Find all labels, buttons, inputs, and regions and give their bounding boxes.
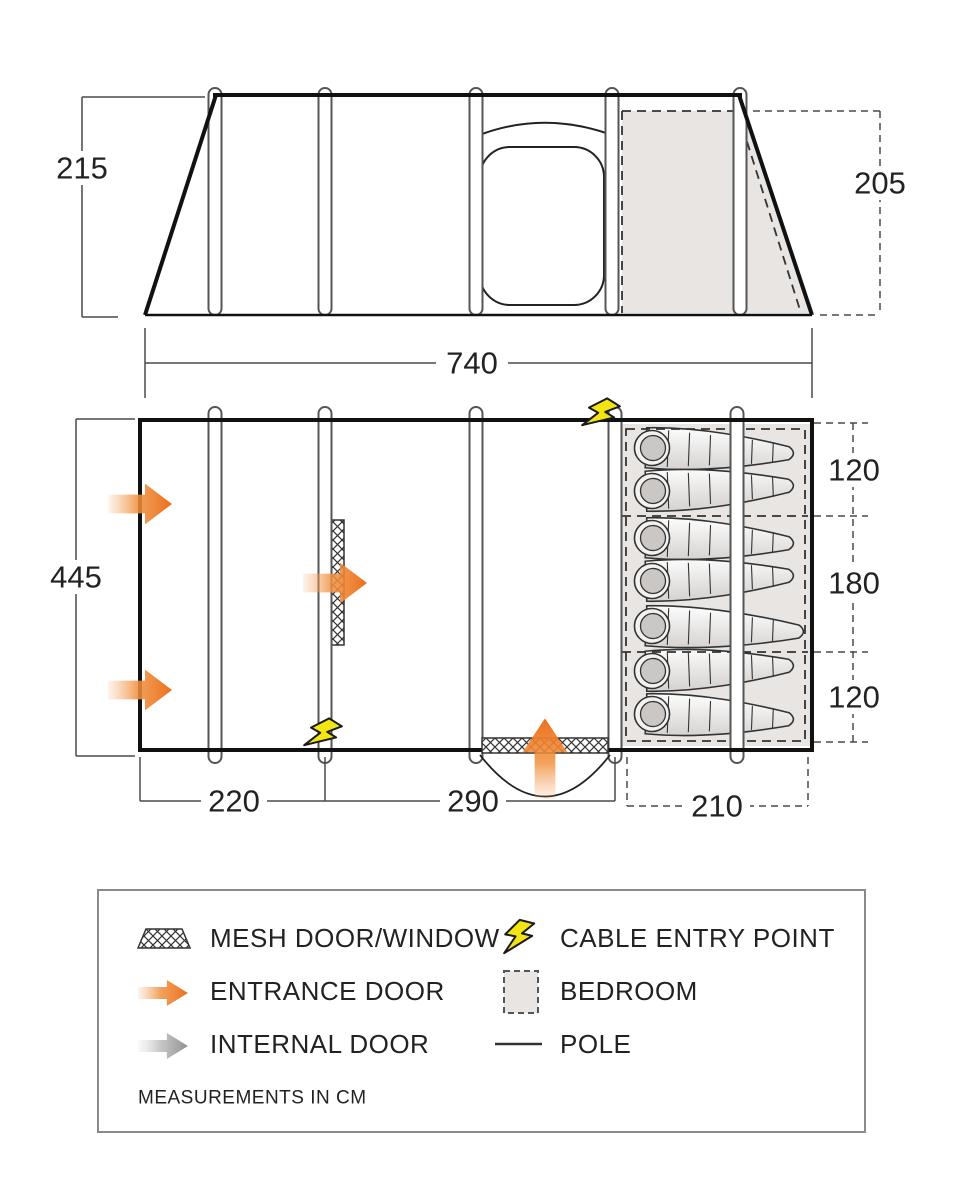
- dim-label-740: 740: [446, 345, 498, 381]
- pole: [731, 407, 744, 763]
- sleeping-bag-head: [640, 613, 666, 639]
- dim-label-220: 220: [208, 783, 260, 819]
- mesh-swatch: [138, 929, 190, 948]
- dim-label-205: 205: [854, 165, 906, 201]
- pole: [470, 407, 483, 763]
- sleeping-bag-head: [640, 568, 666, 594]
- bedroom-swatch: [504, 971, 538, 1013]
- dimension-total-width: [145, 328, 812, 398]
- pole: [319, 88, 332, 315]
- dim-label-290: 290: [447, 783, 499, 819]
- pole: [609, 407, 622, 763]
- side-elevation-view: [50, 88, 914, 398]
- legend-label-internal: INTERNAL DOOR: [210, 1029, 430, 1059]
- dim-label-210: 210: [691, 788, 743, 824]
- legend: [98, 890, 865, 1132]
- pole: [209, 407, 222, 763]
- dim-label-120-top: 120: [828, 452, 880, 488]
- sleeping-bag-head: [640, 658, 666, 684]
- measurements-note: MEASUREMENTS IN CM: [138, 1087, 367, 1109]
- dim-label-180: 180: [828, 565, 880, 601]
- elevation-window-canopy: [482, 123, 606, 134]
- dim-label-120-bottom: 120: [828, 679, 880, 715]
- dim-label-215: 215: [56, 150, 108, 186]
- legend-label-mesh: MESH DOOR/WINDOW: [210, 923, 500, 953]
- sleeping-bag-head: [640, 525, 666, 551]
- sleeping-bag-head: [640, 435, 666, 461]
- floor-plan-view: [44, 393, 887, 824]
- elevation-left-slant: [145, 95, 216, 315]
- legend-label-bedroom: BEDROOM: [560, 976, 698, 1006]
- pole: [209, 88, 222, 315]
- pole: [470, 88, 483, 315]
- legend-label-entrance: ENTRANCE DOOR: [210, 976, 445, 1006]
- dimension-bedroom-sections: [814, 423, 887, 742]
- legend-label-cable: CABLE ENTRY POINT: [560, 923, 835, 953]
- pole: [734, 88, 747, 315]
- elevation-window: [480, 147, 604, 305]
- elevation-bedroom-area: [622, 111, 811, 313]
- sleeping-bag-head: [640, 701, 666, 727]
- dimension-plan-depth: [44, 419, 135, 756]
- legend-label-pole: POLE: [560, 1029, 632, 1059]
- sleeping-bag-head: [640, 478, 666, 504]
- dim-label-445: 445: [50, 559, 102, 595]
- front-door-arrow: [522, 718, 567, 799]
- dimension-bedroom-width: [627, 757, 808, 824]
- pole: [606, 88, 619, 315]
